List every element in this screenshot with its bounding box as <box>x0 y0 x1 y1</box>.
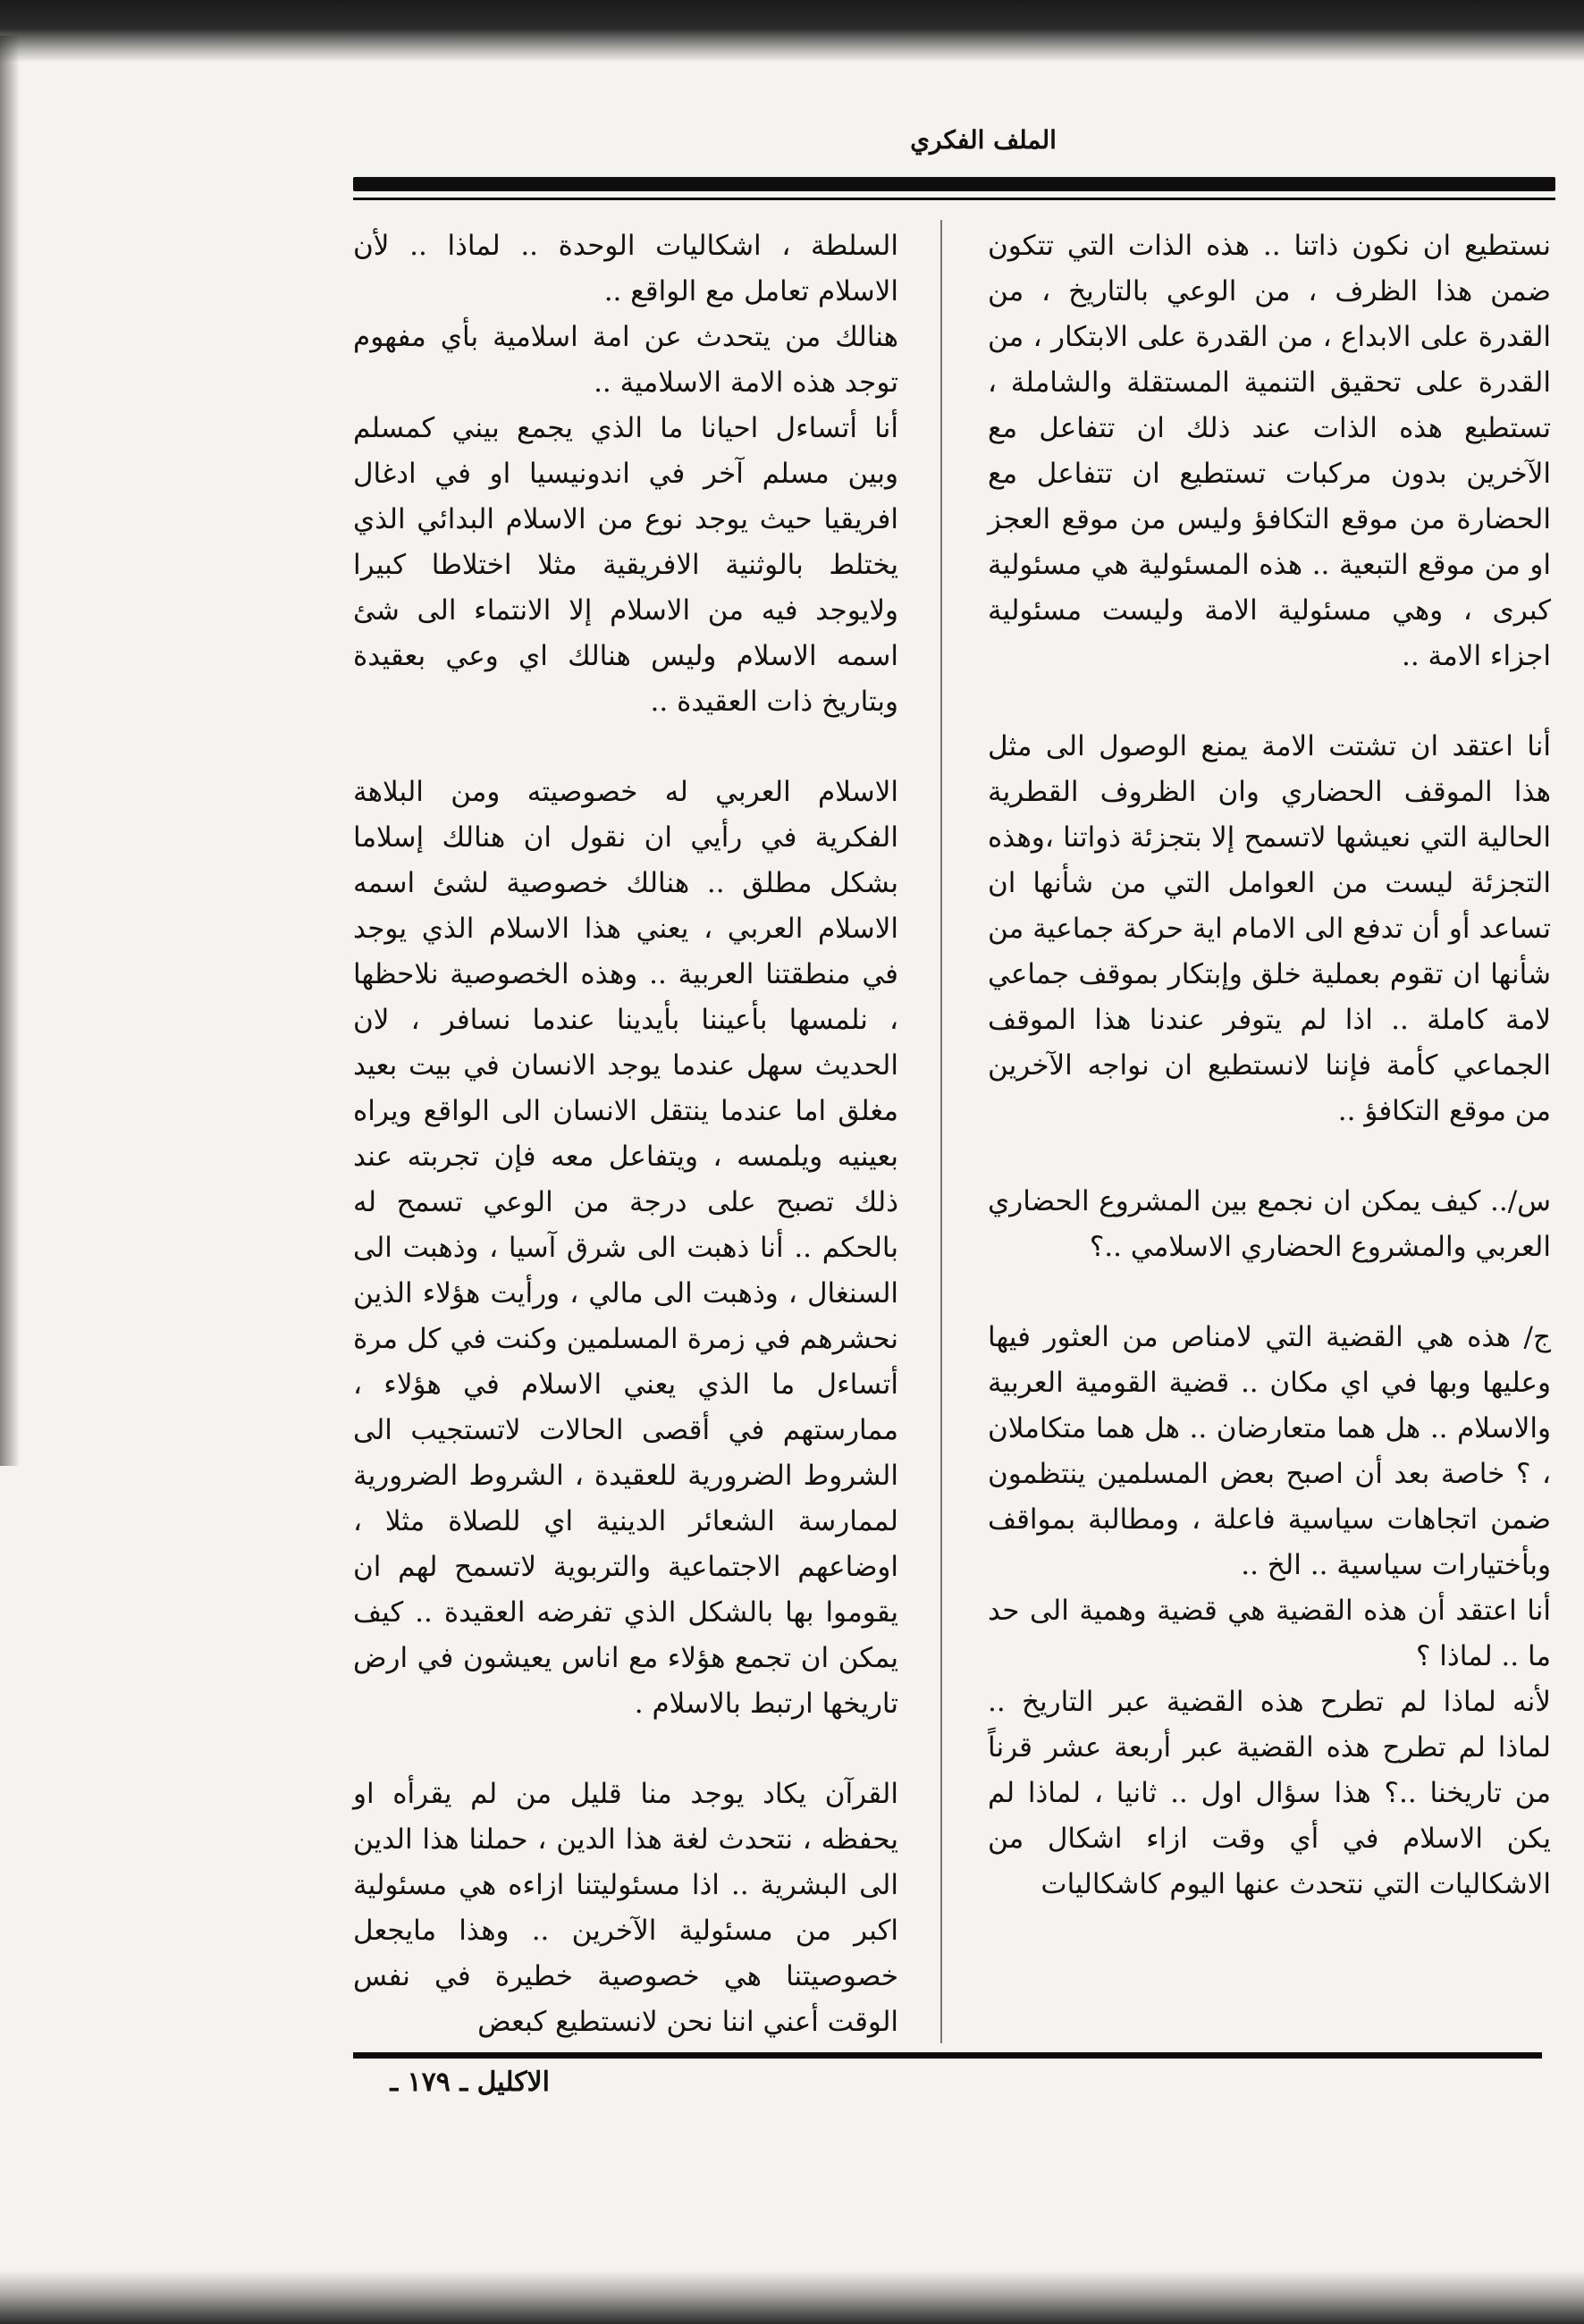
paragraph: الاسلام العربي له خصوصيته ومن البلاهة الفكرية في رأيي ان نقول ان هنالك إسلاما بشكل مطلق .. هنالك خصوصية لشئ اسمه الاسلام العربي ، يعني هذا الاسلام الذي يوجد في منطقتنا العربية .. وهذه الخصوصية نلاحظها ، نلمسها بأعيننا بأيدينا عندما نسافر ، لان الحديث سهل عندما يوجد الانسان في بيت بعيد مغلق اما عندما ينتقل الانسان الى الواقع ويراه بعينيه ويلمسه ، ويتفاعل معه فإن تجربته عند ذلك تصبح على درجة من الوعي تسمح له بالحكم .. أنا ذهبت الى شرق آسيا ، وذهبت الى السنغال ، وذهبت الى مالي ، ورأيت هؤلاء الذين نحشرهم في زمرة المسلمين وكنت في كل مرة أتساءل ما الذي يعني الاسلام في هؤلاء ، ممارستهم في أقصى الحالات لاتستجيب الى الشروط الضرورية للعقيدة ، الشروط الضرورية لممارسة الشعائر الدينية اي للصلاة مثلا ، اوضاعهم الاجتماعية والتربوية لاتسمح لهم ان يقوموا بها بالشكل الذي تفرضه العقيدة .. كيف يمكن ان تجمع هؤلاء مع اناس يعيشون في ارض تاريخها ارتبط بالاسلام . <box>353 776 898 1720</box>
paragraph: أنا اعتقد أن هذه القضية هي قضية وهمية الى حد ما .. لماذا ؟ <box>988 1595 1551 1672</box>
left-column <box>353 223 898 2045</box>
answer-paragraph: ج/ هذه هي القضية التي لامناص من العثور فيها وعليها وبها في اي مكان .. قضية القومية العربية والاسلام .. هل هما متعارضان .. هل هما متكاملان ، ؟ خاصة بعد أن اصبح بعض المسلمين ينتظمون ضمن اتجاهات سياسية فاعلة ، ومطالبة بمواقف وبأختيارات سياسية .. الخ .. <box>988 1321 1551 1581</box>
paragraph: القرآن يكاد يوجد منا قليل من لم يقرأه او يحفظه ، نتحدث لغة هذا الدين ، حملنا هذا الدين الى البشرية .. اذا مسئوليتنا ازاءه هي مسئولية اكبر من مسئولية الآخرين .. وهذا مايجعل خصوصيتنا هي خصوصية خطيرة في نفس الوقت أعني اننا نحن لانستطيع كبعض <box>353 1778 898 2038</box>
header-rule-thin <box>353 198 1555 200</box>
footer-rule <box>353 2052 1542 2059</box>
paragraph: لأنه لماذا لم تطرح هذه القضية عبر التاريخ .. لماذا لم تطرح هذه القضية عبر أربعة عشر قرناً من تاريخنا ..؟ هذا سؤال اول .. ثانيا ، لماذا لم يكن الاسلام في أي وقت ازاء اشكال من الاشكاليات التي نتحدث عنها اليوم كاشكاليات <box>988 1686 1551 1900</box>
right-column <box>988 223 1551 1907</box>
paragraph: أنا اعتقد ان تشتت الامة يمنع الوصول الى مثل هذا الموقف الحضاري وان الظروف القطرية الحالية التي نعيشها لاتسمح إلا بتجزئة ذواتنا ،وهذه التجزئة ليست من العوامل التي من شأنها ان تساعد أو أن تدفع الى الامام اية حركة جماعية من شأنها ان تقوم بعملية خلق وإبتكار بموقف جماعي لامة كاملة .. اذا لم يتوفر عندنا هذا الموقف الجماعي كأمة فإننا لانستطيع ان نواجه الآخرين من موقع التكافؤ .. <box>988 730 1551 1127</box>
question-paragraph: س/.. كيف يمكن ان نجمع بين المشروع الحضاري العربي والمشروع الحضاري الاسلامي ..؟ <box>988 1185 1551 1263</box>
scan-edge-bottom <box>0 2270 1584 2324</box>
section-header: الملف الفكري <box>910 125 1057 155</box>
paragraph: نستطيع ان نكون ذاتنا .. هذه الذات التي تتكون ضمن هذا الظرف ، من الوعي بالتاريخ ، من القدرة على الابداع ، من القدرة على الابتكار ، من القدرة على تحقيق التنمية المستقلة والشاملة ، تستطيع هذه الذات عند ذلك ان تتفاعل مع الآخرين بدون مركبات تستطيع ان تتفاعل مع الحضارة من موقع التكافؤ وليس من موقع العجز او من موقع التبعية .. هذه المسئولية هي مسئولية كبرى ، وهي مسئولية الامة وليست مسئولية اجزاء الامة .. <box>988 230 1551 672</box>
column-divider <box>940 220 942 2043</box>
paragraph: السلطة ، اشكاليات الوحدة .. لماذا .. لأن الاسلام تعامل مع الواقع .. <box>353 230 898 307</box>
scan-edge-top <box>0 0 1584 63</box>
paragraph: هنالك من يتحدث عن امة اسلامية بأي مفهوم توجد هذه الامة الاسلامية .. <box>353 321 898 399</box>
page-number-label: الاكليل ـ ١٧٩ ـ <box>390 2067 550 2098</box>
scan-edge-left <box>0 36 20 1466</box>
paragraph: أنا أتساءل احيانا ما الذي يجمع بيني كمسلم وبين مسلم آخر في اندونيسيا او في ادغال افريقيا حيث يوجد نوع من الاسلام البدائي الذي يختلط بالوثنية الافريقية مثلا اختلاطا كبيرا ولايوجد فيه من الاسلام إلا الانتماء الى شئ اسمه الاسلام وليس هنالك اي وعي بعقيدة وبتاريخ ذات العقيدة .. <box>353 412 898 718</box>
header-rule-thick <box>353 177 1555 191</box>
